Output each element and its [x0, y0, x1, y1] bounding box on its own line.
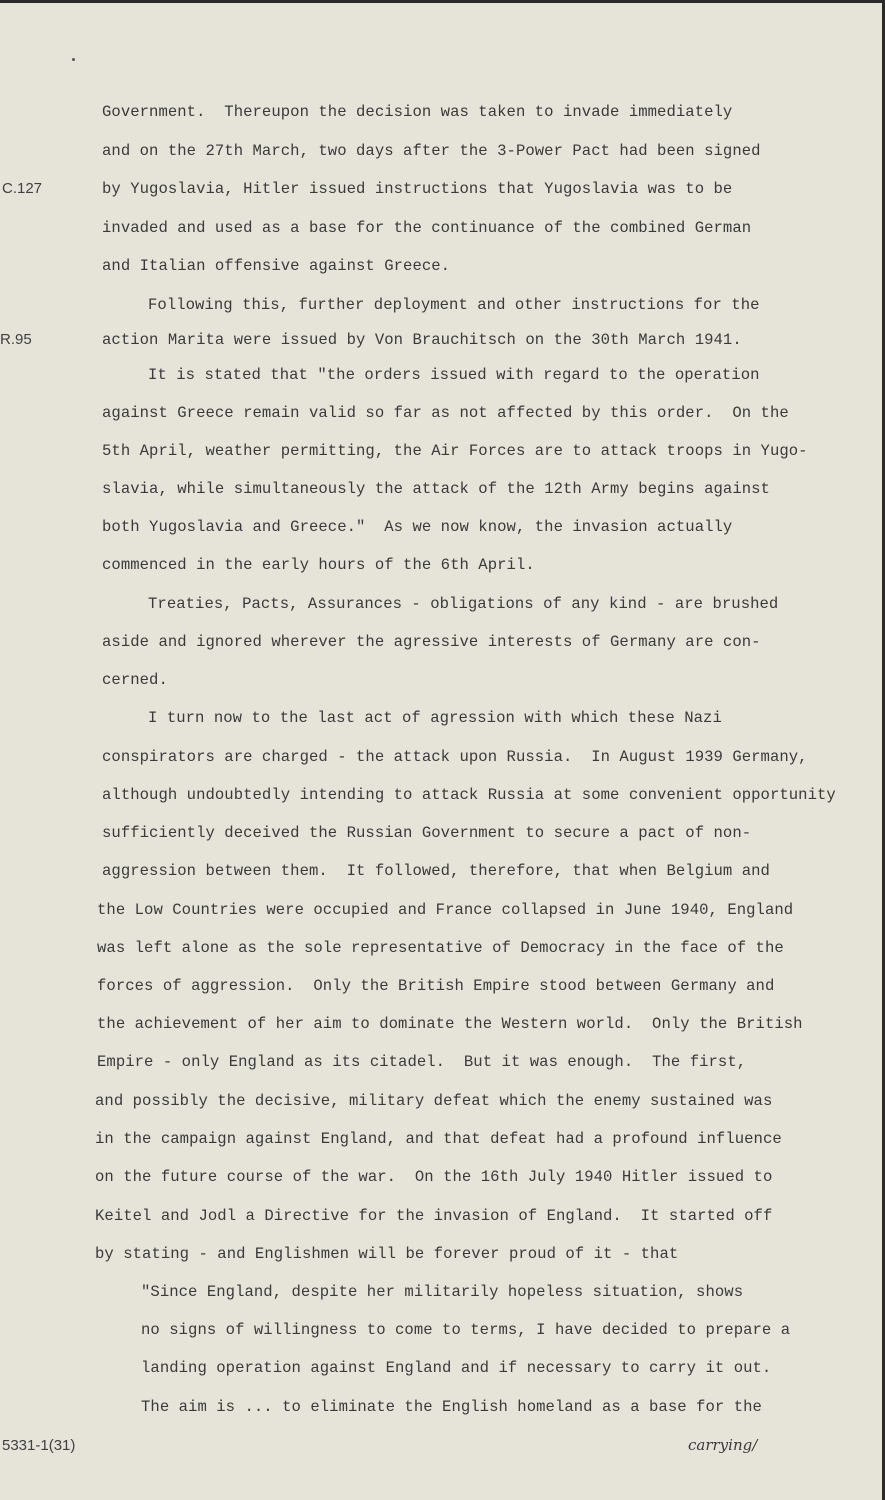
- page-top-edge: [0, 0, 885, 3]
- text-line: commenced in the early hours of the 6th April.: [102, 556, 535, 574]
- text-line: and possibly the decisive, military defeat which the enemy sustained was: [95, 1092, 773, 1110]
- text-line: and Italian offensive against Greece.: [102, 257, 451, 275]
- quoted-text-line: no signs of willingness to come to terms, I have decided to prepare a: [141, 1321, 791, 1339]
- text-line: on the future course of the war. On the 16th July 1940 Hitler issued to: [95, 1168, 773, 1186]
- text-line: aggression between them. It followed, therefore, that when Belgium and: [102, 862, 770, 880]
- paper-speck: [72, 58, 75, 61]
- text-line: although undoubtedly intending to attack Russia at some convenient opportunity: [102, 786, 836, 804]
- text-line: and on the 27th March, two days after the 3-Power Pact had been signed: [102, 142, 761, 160]
- text-line: 5th April, weather permitting, the Air Forces are to attack troops in Yugo-: [102, 442, 808, 460]
- text-line: cerned.: [102, 671, 168, 689]
- text-line: in the campaign against England, and that defeat had a profound influence: [95, 1130, 782, 1148]
- catchword: carrying/: [688, 1436, 758, 1454]
- text-line: Keitel and Jodl a Directive for the invasion of England. It started off: [95, 1207, 773, 1225]
- quoted-text-line: "Since England, despite her militarily hopeless situation, shows: [141, 1283, 744, 1301]
- text-line: both Yugoslavia and Greece." As we now know, the invasion actually: [102, 518, 733, 536]
- margin-reference: C.127: [2, 180, 43, 197]
- margin-reference: R.95: [0, 331, 32, 348]
- text-line: Government. Thereupon the decision was taken to invade immediately: [102, 103, 733, 121]
- text-line: by Yugoslavia, Hitler issued instructions that Yugoslavia was to be: [102, 180, 733, 198]
- text-line: the achievement of her aim to dominate the Western world. Only the British: [97, 1015, 803, 1033]
- text-line: It is stated that "the orders issued with regard to the operation: [148, 366, 760, 384]
- text-line: invaded and used as a base for the continuance of the combined German: [102, 219, 752, 237]
- document-reference: 5331-1(31): [2, 1437, 76, 1454]
- text-line: sufficiently deceived the Russian Government to secure a pact of non-: [102, 824, 752, 842]
- text-line: against Greece remain valid so far as not affected by this order. On the: [102, 404, 789, 422]
- quoted-text-line: landing operation against England and if necessary to carry it out.: [141, 1359, 772, 1377]
- text-line: forces of aggression. Only the British Empire stood between Germany and: [97, 977, 775, 995]
- text-line: Following this, further deployment and other instructions for the: [148, 296, 760, 314]
- text-line: action Marita were issued by Von Brauchitsch on the 30th March 1941.: [102, 331, 742, 349]
- text-line: aside and ignored wherever the agressive interests of Germany are con-: [102, 633, 761, 651]
- text-line: conspirators are charged - the attack upon Russia. In August 1939 Germany,: [102, 748, 808, 766]
- text-line: Treaties, Pacts, Assurances - obligations of any kind - are brushed: [148, 595, 779, 613]
- text-line: was left alone as the sole representative of Democracy in the face of the: [97, 939, 784, 957]
- text-line: slavia, while simultaneously the attack of the 12th Army begins against: [102, 480, 770, 498]
- text-line: by stating - and Englishmen will be forever proud of it - that: [95, 1245, 679, 1263]
- text-line: I turn now to the last act of agression with which these Nazi: [148, 709, 722, 727]
- text-line: the Low Countries were occupied and France collapsed in June 1940, England: [97, 901, 794, 919]
- quoted-text-line: The aim is ... to eliminate the English homeland as a base for the: [141, 1398, 762, 1416]
- text-line: Empire - only England as its citadel. But it was enough. The first,: [97, 1053, 747, 1071]
